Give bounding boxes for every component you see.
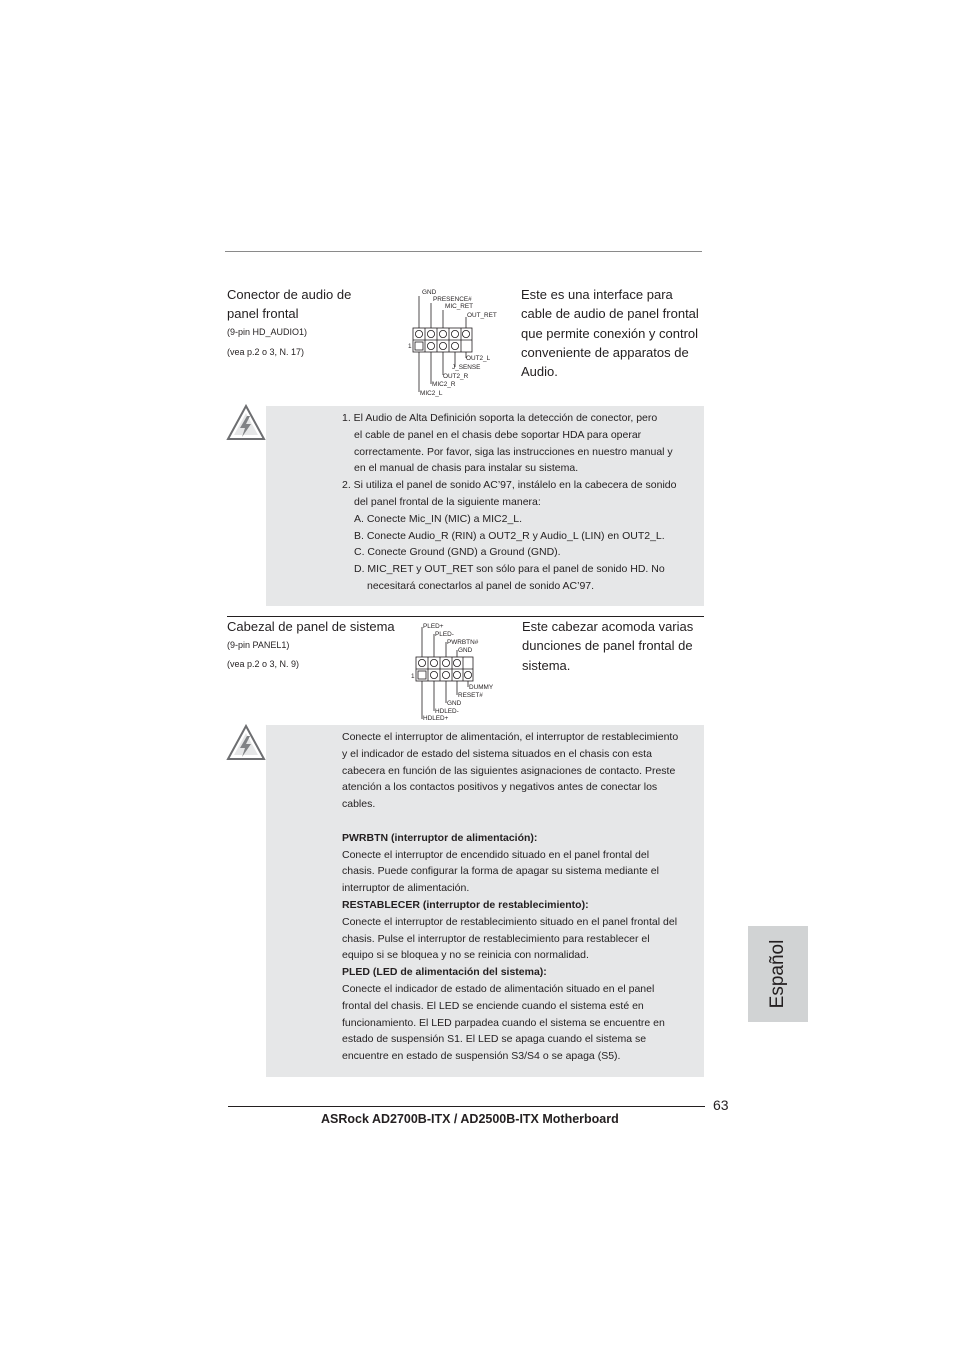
pled-title: PLED (LED de alimentación del sistema): (342, 966, 547, 979)
pin-hdled-minus: HDLED- (435, 708, 459, 715)
audio-header-diagram (405, 284, 515, 400)
panel-desc-line: dunciones de panel frontal de (522, 638, 693, 654)
panel-desc-line: Este cabezar acomoda varias (522, 619, 694, 634)
audio-pin-info: (9-pin HD_AUDIO1) (227, 327, 308, 337)
warning-icon (226, 724, 266, 762)
note-line: funcionamiento. El LED parpadea cuando el sistema se encuentre en (342, 1016, 665, 1029)
note-line: C. Conecte Ground (GND) a Ground (GND). (354, 546, 561, 559)
note-line: encuentre en estado de suspensión S3/S4 o se apaga (S5). (342, 1050, 621, 1063)
note-line: cabecera en función de las siguientes asignaciones de contacto. Preste (342, 764, 676, 777)
pin-gnd-bottom: GND (447, 700, 462, 707)
language-tab (748, 926, 808, 1022)
pin-pled-plus: PLED+ (423, 623, 444, 630)
note-line: D. MIC_RET y OUT_RET son sólo para el panel de sonido HD. No (354, 563, 665, 576)
audio-desc-line: Audio. (521, 364, 558, 380)
pin-1: 1 (408, 343, 412, 350)
note-line: Conecte el interruptor de encendido situado en el panel frontal del (342, 848, 650, 861)
pin-pwrbtn: PWRBTN# (447, 639, 479, 646)
pin-out2-r: OUT2_R (443, 373, 469, 380)
note-line: correctamente. Por favor, siga las instrucciones en nuestro manual y (354, 445, 673, 458)
panel-ref: (vea p.2 o 3, N. 9) (227, 659, 300, 669)
note-line: necesitará conectarlos al panel de sonido AC’97. (367, 579, 595, 592)
note-line: equipo si se bloquea y no se reinicia con normalidad. (342, 949, 589, 962)
audio-desc-line: cable de audio de panel frontal (521, 306, 699, 322)
pin-1: 1 (411, 673, 415, 680)
audio-desc-line: Este es una interface para (521, 287, 673, 302)
note-line: y el indicador de estado del sistema situados en el chasis con esta (342, 747, 652, 760)
language-tab-label: Español (767, 939, 788, 1009)
pin-out2-l: OUT2_L (466, 355, 491, 362)
pin-reset: RESET# (458, 692, 483, 699)
pin-mic2-r: MIC2_R (432, 381, 456, 388)
pwrbtn-title: PWRBTN (interruptor de alimentación): (342, 831, 538, 844)
footer-title: ASRock AD2700B-ITX / AD2500B-ITX Motherboard (321, 1112, 619, 1126)
note-line: interruptor de alimentación. (342, 882, 470, 895)
note-spacer (342, 813, 704, 830)
note-line: Conecte el interruptor de alimentación, el interruptor de restablecimiento (342, 731, 679, 743)
panel-desc-line: sistema. (522, 657, 571, 673)
pin-pled-minus: PLED- (435, 631, 454, 638)
pin-presence: PRESENCE# (433, 296, 472, 303)
note-line: chasis. Pulse el interruptor de restablecimiento para restablecer el (342, 932, 650, 945)
top-rule (225, 251, 702, 252)
audio-description (521, 285, 699, 381)
note-line: A. Conecte Mic_IN (MIC) a MIC2_L. (354, 512, 523, 525)
warning-icon (226, 404, 266, 442)
panel-title: Cabezal de panel de sistema (227, 619, 395, 634)
note-line: en el manual de chasis para instalar su sistema. (354, 462, 579, 475)
audio-ref: (vea p.2 o 3, N. 17) (227, 347, 305, 357)
audio-title-line1: Conector de audio de (227, 287, 352, 302)
audio-note-text (342, 410, 704, 595)
reset-title: RESTABLECER (interruptor de restablecimiento): (342, 898, 589, 911)
pin-gnd: GND (422, 289, 437, 296)
note-line: atención a los contactos positivos y negativos antes de conectar los (342, 781, 658, 794)
panel-description (522, 617, 693, 675)
note-line: 2. Si utiliza el panel de sonido AC’97, instálelo en la cabecera de sonido (342, 479, 677, 492)
pin-hdled-plus: HDLED+ (423, 715, 449, 722)
audio-desc-line: conveniente de apparatos de (521, 344, 689, 360)
pin-gnd-top: GND (458, 647, 473, 654)
note-line: cables. (342, 798, 376, 811)
footer-rule (228, 1106, 705, 1107)
note-line: chasis. Puede configurar la forma de apagar su sistema mediante el (342, 865, 659, 878)
note-line: frontal del chasis. El LED se enciende cuando el sistema esté en (342, 999, 644, 1012)
pin-mic-ret: MIC_RET (445, 303, 474, 310)
note-line: B. Conecte Audio_R (RIN) a OUT2_R y Audio_L (LIN) en OUT2_L. (354, 529, 665, 542)
pin-out-ret: OUT_RET (467, 312, 497, 319)
panel-header-diagram (408, 619, 500, 723)
note-line: del panel frontal de la siguiente manera: (354, 495, 541, 508)
note-line: el cable de panel en el chasis debe soportar HDA para operar (354, 428, 642, 441)
audio-title (227, 285, 351, 323)
audio-desc-line: que permite conexión y control (521, 325, 699, 341)
pin-j-sense: J_SENSE (452, 364, 481, 371)
note-line: Conecte el interruptor de restablecimiento situado en el panel frontal del (342, 915, 678, 928)
note-line: 1. El Audio de Alta Definición soporta la detección de conector, pero (342, 412, 658, 424)
panel-pin-info: (9-pin PANEL1) (227, 640, 290, 650)
panel-note-text (342, 729, 704, 1065)
page-number: 63 (713, 1097, 729, 1113)
note-line: Conecte el indicador de estado de alimentación situado en el panel (342, 982, 655, 995)
pin-dummy: DUMMY (469, 684, 494, 691)
note-line: estado de suspensión S1. El LED se apaga cuando el sistema se (342, 1033, 647, 1046)
pin-mic2-l: MIC2_L (420, 390, 443, 397)
audio-title-line2: panel frontal (227, 306, 299, 321)
